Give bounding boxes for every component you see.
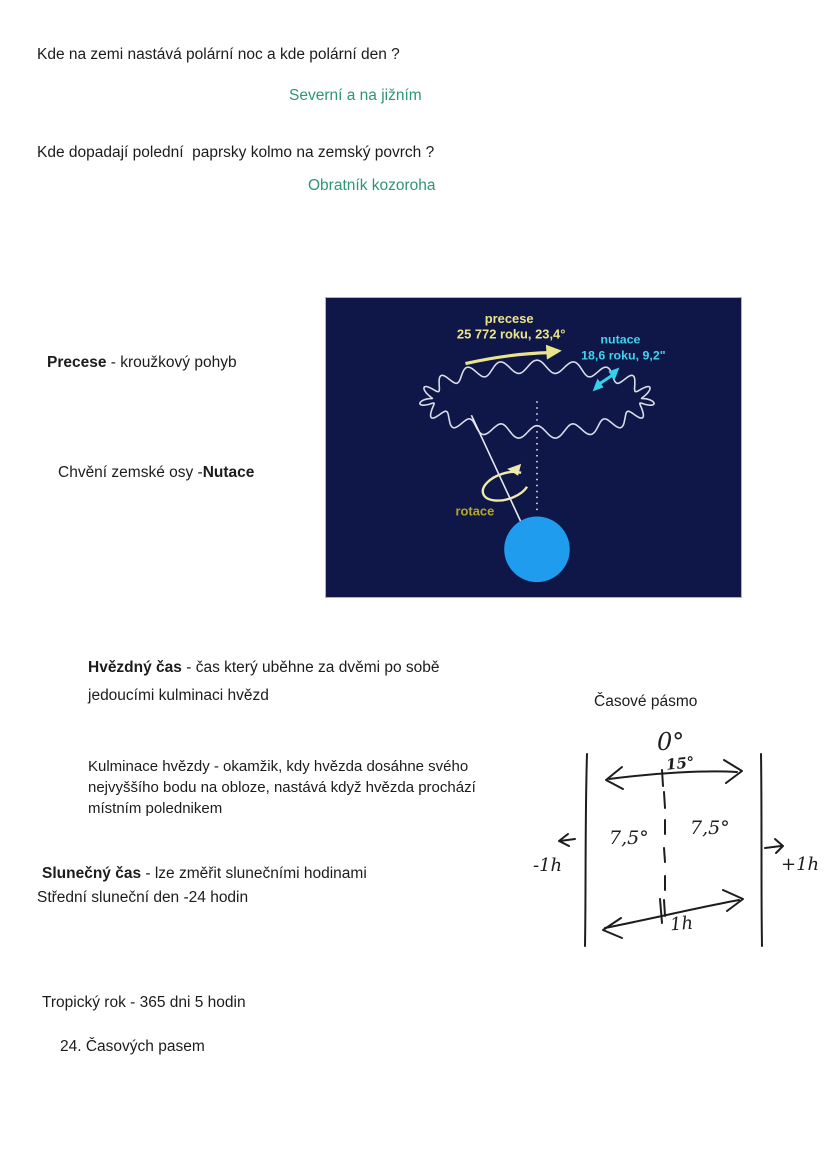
note-casova-pasma: 24. Časových pasem	[60, 1038, 205, 1055]
precession-figure	[325, 297, 742, 598]
top-meridian-tick	[662, 770, 663, 786]
term-hvezdny-cas: Hvězdný čas	[88, 659, 182, 676]
label-minus-hour: -1h	[533, 855, 563, 876]
rotation-arrowhead-icon	[507, 464, 521, 476]
label-nutace: nutace	[600, 332, 641, 347]
nutation-arrow	[599, 374, 614, 384]
note-slunecny-cas	[42, 865, 367, 883]
question-polar-night: Kde na zemi nastává polární noc a kde polární den ?	[37, 46, 400, 63]
label-zero-degree: 0°	[657, 728, 685, 756]
kulminace-line1: Kulminace hvězdy - okamžik, kdy hvězda dosáhne svého	[88, 758, 469, 775]
answer-rays: Obratník kozoroha	[308, 177, 436, 194]
label-plus-hour: +1h	[781, 854, 820, 875]
bottom-arrowhead-left-icon	[603, 918, 622, 938]
note-stredni-den: Střední sluneční den -24 hodin	[37, 889, 249, 906]
zone-left-border-line	[585, 754, 587, 946]
label-half-right: 7,5°	[690, 817, 730, 839]
kulminace-line2: nejvyššího bodu na obloze, nastává když hvězda prochází	[88, 779, 476, 796]
precession-diagram	[326, 298, 741, 597]
label-bottom-hour: 1h	[669, 912, 694, 936]
label-precese: precese	[484, 310, 534, 326]
def-hvezdny-cas: - čas který uběhne za dvěmi po sobě	[181, 659, 440, 676]
plus-hour-arrow-icon	[765, 839, 783, 853]
def-precese: - kroužkový pohyb	[106, 354, 237, 371]
label-fifteen-degree: 15°	[665, 753, 696, 774]
note-tropicky-rok: Tropický rok - 365 dni 5 hodin	[42, 994, 246, 1011]
def-slunecny-cas: - lze změřit slunečními hodinami	[141, 865, 367, 882]
term-nutace: Nutace	[202, 464, 255, 481]
hvezdny-line1	[88, 654, 440, 682]
hvezdny-line2: jedoucími kulminaci hvězd	[88, 687, 269, 704]
timezone-diagram	[525, 718, 825, 963]
answer-polar-night: Severní a na jižním	[289, 87, 422, 104]
heading-casove-pasmo: Časové pásmo	[594, 693, 698, 710]
bottom-meridian-tick	[660, 899, 662, 923]
minus-hour-arrow-icon	[559, 834, 575, 846]
earth-sphere	[504, 517, 570, 583]
label-half-left: 7,5°	[609, 827, 649, 849]
label-rotace: rotace	[455, 503, 495, 519]
term-precese: Precese	[47, 354, 107, 371]
kulminace-line3: místním polednikem	[88, 800, 223, 817]
note-hvezdny-cas	[88, 654, 440, 710]
note-nutace	[58, 464, 254, 482]
zone-right-border-line	[761, 754, 762, 946]
label-nutace-value: 18,6 roku, 9,2"	[581, 348, 666, 363]
lead-nutace: Chvění zemské osy -	[58, 464, 203, 481]
note-precese	[47, 354, 237, 372]
question-rays: Kde dopadají polední paprsky kolmo na zemský povrch ?	[37, 144, 435, 161]
central-meridian-dashed-line	[664, 792, 665, 916]
note-kulminace	[88, 756, 476, 819]
timezone-sketch	[525, 718, 825, 963]
precession-arrowhead-icon	[546, 345, 562, 360]
term-slunecny-cas: Slunečný čas	[42, 865, 142, 882]
label-precese-value: 25 772 roku, 23,4°	[456, 326, 566, 342]
nutation-arrowhead-left-icon	[593, 378, 604, 391]
precession-arrow	[465, 353, 548, 364]
earth-axis-line	[471, 415, 529, 539]
